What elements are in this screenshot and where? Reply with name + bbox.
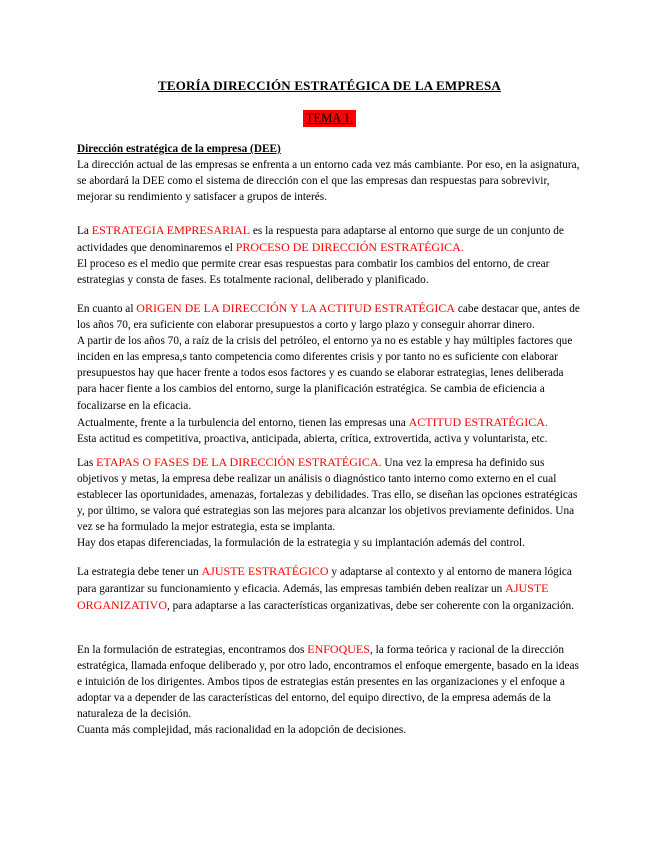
section-dee bbox=[77, 141, 582, 205]
paragraph-2: La ESTRATEGIA EMPRESARIAL es la respuesta para adaptarse al entorno que surge de un conjunto de actividades que denominaremos el PROCESO DE DIRECCIÓN ESTRATÉGICA. El proceso es el medio que permite crear esas respuestas para combatir los cambios del entorno, de crear estrategias y consta de fases. Es totalmente racional, deliberado y planificado. bbox=[77, 222, 582, 288]
highlight-actitud: ACTITUD ESTRATÉGICA. bbox=[408, 414, 548, 429]
paragraph-6-line2: Cuanta más complejidad, más racionalidad en la adopción de decisiones. bbox=[77, 724, 407, 737]
paragraph-4-line2: Hay dos etapas diferenciadas, la formulación de la estrategia y su implantación además del control. bbox=[77, 537, 525, 550]
paragraph-1: La dirección actual de las empresas se enfrenta a un entorno cada vez más cambiante. Por eso, en la asignatura, se abordará la DEE como el sistema de dirección con el que las empresas dan respuestas para sobrevivir, mejorar su rendimiento y satisfacer a grupos de interés. bbox=[77, 159, 580, 204]
highlight-ajuste-organizativo: AJUSTE ORGANIZATIVO bbox=[77, 581, 549, 613]
paragraph-4: Las ETAPAS O FASES DE LA DIRECCIÓN ESTRATÉGICA. Una vez la empresa ha definido sus objetivos y metas, la empresa debe realizar un análisis o diagnóstico tanto interno como externo en el cual establecer las oportunidades, amenazas, fortalezas y debilidades. Tras ello, se diseñan las opciones estratégicas y, por último, se valora qué estrategias son las mejores para alcanzar los objetivos previamente definidos. Una vez se ha formulado la mejor estrategia, esta se implanta. Hay dos etapas diferenciadas, la formulación de la estrategia y su implantación además del control. bbox=[77, 454, 582, 552]
document-title: TEORÍA DIRECCIÓN ESTRATÉGICA DE LA EMPRESA bbox=[158, 78, 501, 93]
highlight-proceso-direccion: PROCESO DE DIRECCIÓN ESTRATÉGICA. bbox=[235, 240, 464, 255]
paragraph-5: La estrategia debe tener un AJUSTE ESTRATÉGICO y adaptarse al contexto y al entorno de manera lógica para garantizar su funcionamiento y eficacia. Además, las empresas también deben realizar un AJUSTE ORGANIZATIVO, para adaptarse a las características organizativas, debe ser coherente con la organización. bbox=[77, 564, 575, 613]
paragraph-3-line2: A partir de los años 70, a raíz de la crisis del petróleo, el entorno ya no es estable y hay múltiples factores que inciden en las empresa,s tanto competencia como diferentes crisis y por tanto no es suficiente con elaborar presupuestos hay que hacer frente a todos esos factores y es cuando se elaborar estrategias, lenes deliberada para hacer fiente a los cambios del entorno, surge la planificación estratégica. Se cambia de eficiencia a focalizarse en la eficacia. bbox=[77, 335, 573, 412]
paragraph-3: En cuanto al ORIGEN DE LA DIRECCIÓN Y LA ACTITUD ESTRATÉGICA cabe destacar que, antes de los años 70, era suficiente con elaborar presupuestos a corto y largo plazo y conseguir ahorrar dinero. A partir de los años 70, a raíz de la crisis del petróleo, el entorno ya no es estable y hay múltiples factores que inciden en las empresa,s tanto competencia como diferentes crisis y por tanto no es suficiente con elaborar presupuestos hay que hacer frente a todos esos factores y es cuando se elaborar estrategias, lenes deliberada para hacer fiente a los cambios del entorno, surge la planificación estratégica. Se cambia de eficiencia a focalizarse en la eficacia. Actualmente, frente a la turbulencia del entorno, tienen las empresas una ACTITUD ESTRATÉGICA. Esta actitud es competitiva, proactiva, anticipada, abierta, crítica, extrovertida, activa y voluntarista, etc. bbox=[77, 300, 582, 447]
paragraph-6: En la formulación de estrategias, encontramos dos ENFOQUES, la forma teórica y racional de la dirección estratégica, llamada enfoque deliberado y, por otro lado, encontramos el enfoque emergente, basado en la ideas e intuición de los dirigentes. Ambos tipos de estrategias están presentes en las organizaciones y el enfoque a adoptar va a depender de las características del entorno, del equipo directivo, de la empresa además de la naturaleza de la decisión. Cuanta más complejidad, más racionalidad en la adopción de decisiones. bbox=[77, 641, 582, 739]
highlight-enfoques: ENFOQUES bbox=[307, 642, 370, 656]
tema-label: TEMA 1. bbox=[303, 110, 356, 127]
highlight-ajuste-estrategico: AJUSTE ESTRATÉGICO bbox=[201, 564, 329, 578]
highlight-etapas: ETAPAS O FASES DE LA DIRECCIÓN ESTRATÉGICA. bbox=[96, 455, 382, 469]
highlight-origen: ORIGEN DE LA DIRECCIÓN Y LA ACTITUD ESTRATÉGICA bbox=[136, 301, 456, 315]
paragraph-2-line2: El proceso es el medio que permite crear esas respuestas para combatir los cambios del entorno, de crear estrategias y consta de fases. Es totalmente racional, deliberado y planificado. bbox=[77, 258, 550, 287]
section-heading: Dirección estratégica de la empresa (DEE) bbox=[77, 143, 281, 155]
highlight-estrategia-empresarial: ESTRATEGIA EMPRESARIAL bbox=[91, 223, 251, 237]
paragraph-3-line4: Esta actitud es competitiva, proactiva, anticipada, abierta, crítica, extrovertida, activa y voluntarista, etc. bbox=[77, 432, 548, 445]
tema-wrapper bbox=[77, 109, 582, 127]
